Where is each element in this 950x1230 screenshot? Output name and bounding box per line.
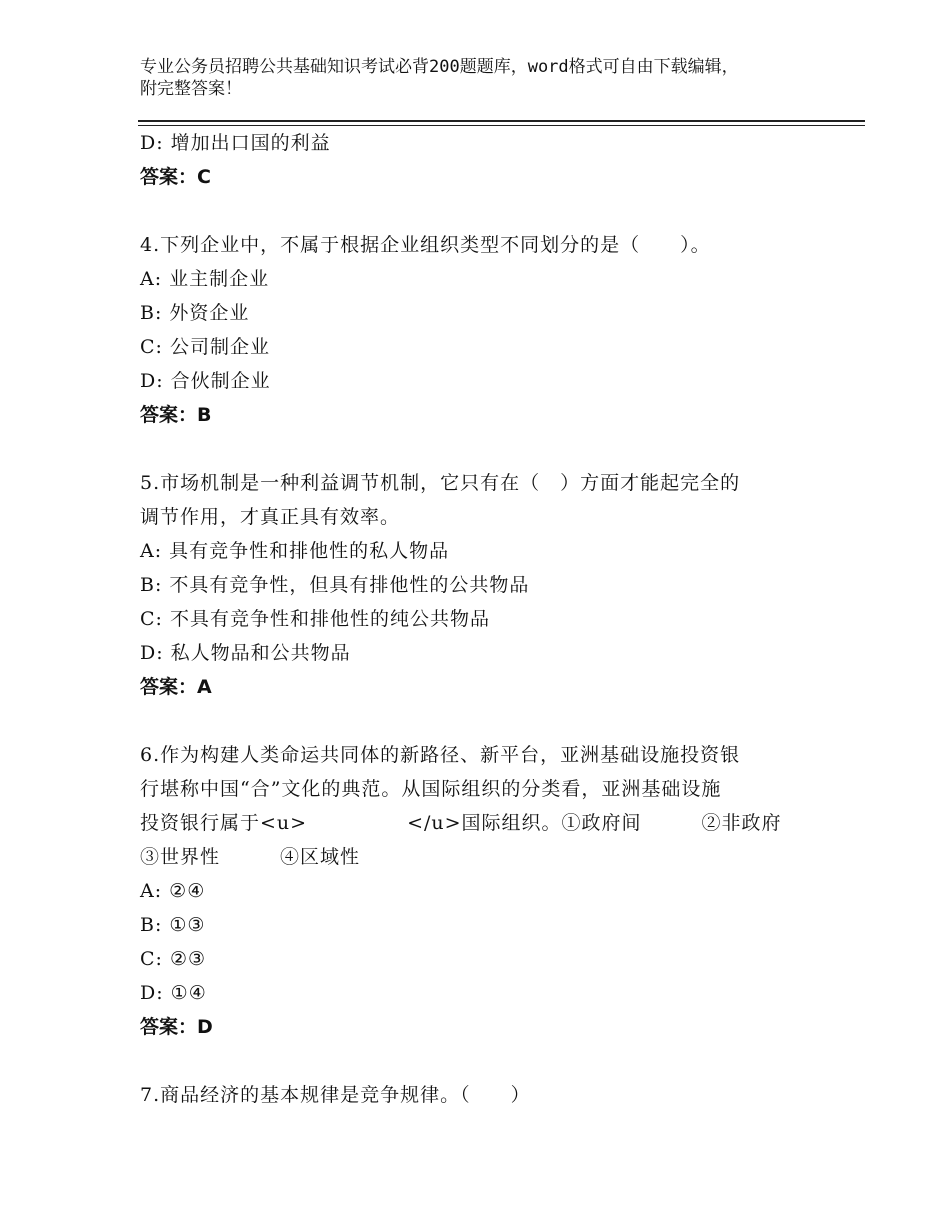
document-body (140, 126, 840, 1112)
q4-option-c: C: 公司制企业 (140, 336, 270, 358)
page-header (140, 56, 840, 100)
q5-option-d: D: 私人物品和公共物品 (140, 642, 351, 664)
q5-option-a: A: 具有竞争性和排他性的私人物品 (140, 540, 450, 562)
q3-option-d: D: 增加出口国的利益 (140, 132, 331, 154)
q5-option-b: B: 不具有竞争性，但具有排他性的公共物品 (140, 574, 530, 596)
q6-option-d: D: ①④ (140, 982, 207, 1004)
question-3-tail (140, 126, 840, 194)
header-rule-thick (138, 120, 865, 122)
q4-question: 4.下列企业中，不属于根据企业组织类型不同划分的是（ ）。 (140, 234, 711, 256)
q6-question-line-3: 投资银行属于<u> </u>国际组织。①政府间 ②非政府 (140, 812, 782, 834)
q4-option-d: D: 合伙制企业 (140, 370, 271, 392)
q7-question: 7.商品经济的基本规律是竞争规律。（ ） (140, 1084, 531, 1106)
header-line-1: 专业公务员招聘公共基础知识考试必背200题题库，word格式可自由下载编辑， (140, 57, 739, 77)
q6-option-a: A: ②④ (140, 880, 206, 902)
q6-question-line-4: ③世界性 ④区域性 (140, 846, 361, 868)
q6-answer: 答案：D (140, 1016, 213, 1038)
q5-question-line-2: 调节作用，才真正具有效率。 (140, 506, 401, 528)
q5-question-line-1: 5.市场机制是一种利益调节机制，它只有在（ ）方面才能起完全的 (140, 472, 741, 494)
header-line-2: 附完整答案！ (140, 79, 242, 99)
q6-option-b: B: ①③ (140, 914, 206, 936)
q6-question-line-2: 行堪称中国“合”文化的典范。从国际组织的分类看，亚洲基础设施 (140, 778, 722, 800)
question-7 (140, 1078, 840, 1112)
q4-option-a: A: 业主制企业 (140, 268, 270, 290)
q5-answer: 答案：A (140, 676, 212, 698)
q6-question-line-1: 6.作为构建人类命运共同体的新路径、新平台，亚洲基础设施投资银 (140, 744, 741, 766)
q4-option-b: B: 外资企业 (140, 302, 250, 324)
question-5 (140, 466, 840, 704)
q6-option-c: C: ②③ (140, 948, 207, 970)
question-6 (140, 738, 840, 1044)
q5-option-c: C: 不具有竞争性和排他性的纯公共物品 (140, 608, 490, 630)
q4-answer: 答案：B (140, 404, 212, 426)
question-4 (140, 228, 840, 432)
q3-answer: 答案：C (140, 166, 211, 188)
